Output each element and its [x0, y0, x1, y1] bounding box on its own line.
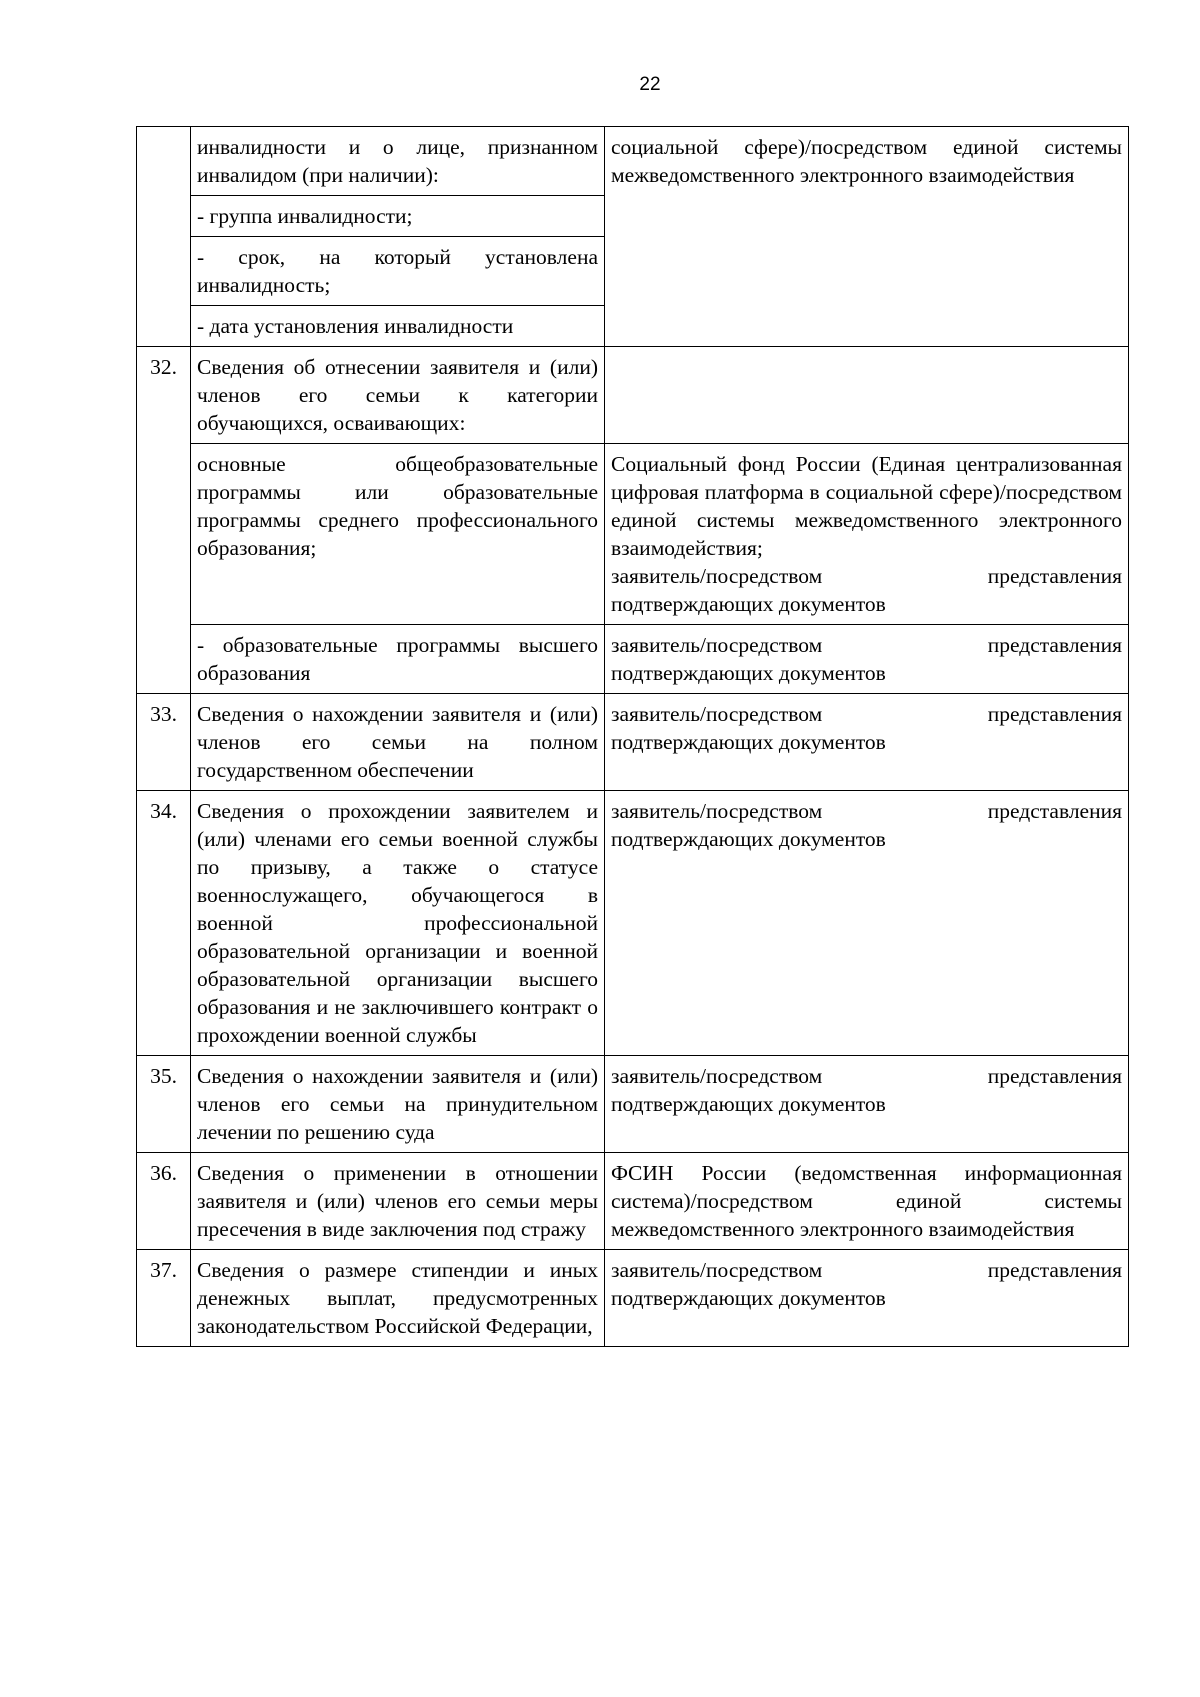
row-sub-item: - образовательные программы высшего образования [191, 625, 605, 694]
table-row [137, 347, 1129, 444]
table-row [137, 127, 1129, 196]
row-number: 37. [137, 1250, 191, 1347]
row-number: 36. [137, 1153, 191, 1250]
row-source: ФСИН России (ведомственная информационная система)/посредством единой системы межведомственного электронного взаимодействия [605, 1153, 1129, 1250]
row-description: Сведения о прохождении заявителем и (или) членами его семьи военной службы по призыву, а также о статусе военнослужащего, обучающегося в военной профессиональной образовательной организации и военной образовательной организации высшего образования и не заключившего контракт о прохождении военной службы [191, 791, 605, 1056]
row-source-empty [605, 347, 1129, 444]
row-number: 33. [137, 694, 191, 791]
row-number: 32. [137, 347, 191, 694]
documents-table [136, 126, 1129, 1347]
page-number: 22 [639, 74, 661, 95]
row-source-line: заявитель/посредством представления подтверждающих документов [611, 564, 1122, 616]
row-source-line: Социальный фонд России (Единая централизованная цифровая платформа в социальной сфере)/посредством единой системы межведомственного электронного взаимодействия; [611, 452, 1122, 560]
row-source: заявитель/посредством представления подтверждающих документов [605, 1250, 1129, 1347]
table-row [137, 444, 1129, 625]
row-sub-item: - срок, на который установлена инвалидность; [191, 237, 605, 306]
row-description: инвалидности и о лице, признанном инвалидом (при наличии): [191, 127, 605, 196]
row-source [605, 444, 1129, 625]
row-number: 35. [137, 1056, 191, 1153]
row-description: Сведения о нахождении заявителя и (или) членов его семьи на полном государственном обеспечении [191, 694, 605, 791]
table-row [137, 625, 1129, 694]
table-row [137, 1250, 1129, 1347]
row-description: Сведения о размере стипендии и иных денежных выплат, предусмотренных законодательством Российской Федерации, [191, 1250, 605, 1347]
row-source: заявитель/посредством представления подтверждающих документов [605, 1056, 1129, 1153]
row-source: заявитель/посредством представления подтверждающих документов [605, 694, 1129, 791]
row-number: 34. [137, 791, 191, 1056]
row-source: заявитель/посредством представления подтверждающих документов [605, 625, 1129, 694]
table-row [137, 791, 1129, 1056]
row-source: социальной сфере)/посредством единой системы межведомственного электронного взаимодействия [605, 127, 1129, 347]
table-row [137, 694, 1129, 791]
row-sub-item: основные общеобразовательные программы или образовательные программы среднего профессионального образования; [191, 444, 605, 625]
table-row [137, 1153, 1129, 1250]
row-sub-item: - группа инвалидности; [191, 196, 605, 237]
row-source: заявитель/посредством представления подтверждающих документов [605, 791, 1129, 1056]
row-number-cell [137, 127, 191, 347]
row-sub-item: - дата установления инвалидности [191, 306, 605, 347]
table-row [137, 1056, 1129, 1153]
row-description: Сведения об отнесении заявителя и (или) членов его семьи к категории обучающихся, осваивающих: [191, 347, 605, 444]
row-description: Сведения о применении в отношении заявителя и (или) членов его семьи меры пресечения в виде заключения под стражу [191, 1153, 605, 1250]
row-description: Сведения о нахождении заявителя и (или) членов его семьи на принудительном лечении по решению суда [191, 1056, 605, 1153]
